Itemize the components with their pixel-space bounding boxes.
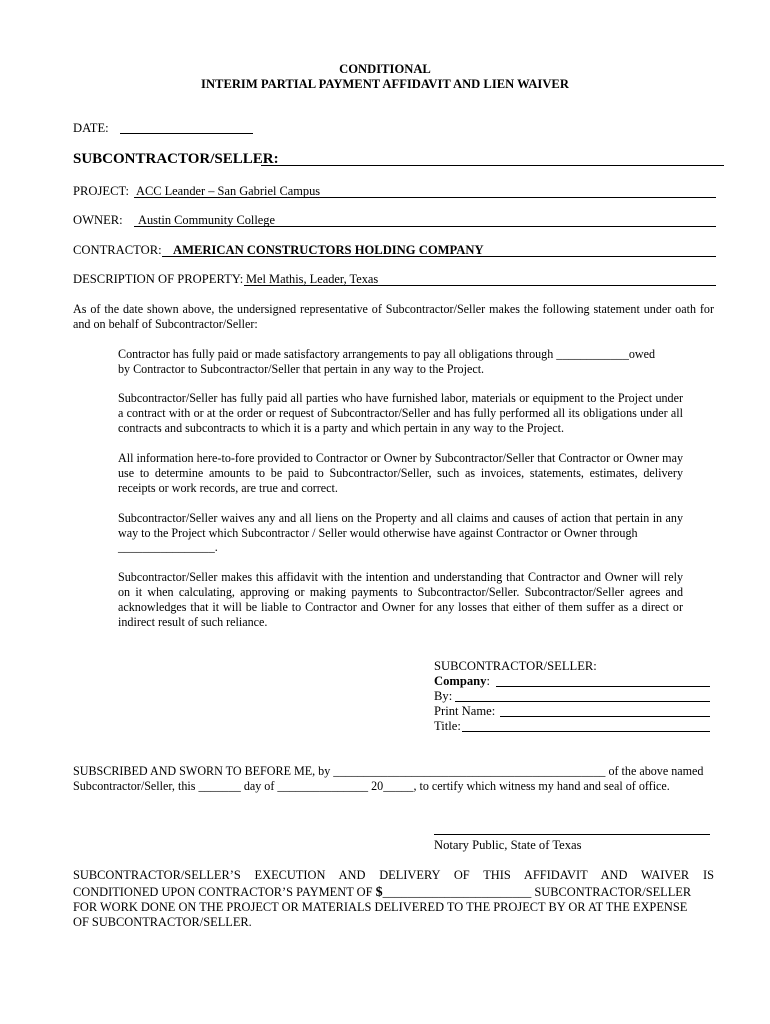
subcontractor-label: SUBCONTRACTOR/SELLER:: [73, 151, 279, 167]
execution-line-4: OF SUBCONTRACTOR/SELLER.: [73, 915, 252, 929]
project-label: PROJECT:: [73, 184, 130, 198]
owner-label: OWNER:: [73, 213, 123, 227]
paragraph-1-line-2: by Contractor to Subcontractor/Seller that pertain in any way to the Project.: [118, 362, 485, 376]
title-line-2: INTERIM PARTIAL PAYMENT AFFIDAVIT AND LIEN WAIVER: [201, 77, 569, 91]
property-label: DESCRIPTION OF PROPERTY:: [73, 272, 244, 286]
owner-field[interactable]: [134, 226, 716, 227]
execution-text-b: SUBCONTRACTOR/SELLER: [534, 885, 692, 899]
through-date-blank[interactable]: ____________: [556, 347, 629, 361]
execution-line-1: SUBCONTRACTOR/SELLER’S EXECUTION AND DELIVERY OF THIS AFFIDAVIT AND WAIVER IS: [73, 868, 714, 882]
execution-line-3: FOR WORK DONE ON THE PROJECT OR MATERIALS DELIVERED TO THE PROJECT BY OR AT THE EXPENSE: [73, 900, 688, 914]
property-value: Mel Mathis, Leader, Texas: [246, 272, 379, 286]
paragraph-1-owed: owed: [628, 347, 656, 361]
print-name-field[interactable]: [500, 716, 710, 717]
company-colon: :: [486, 674, 490, 688]
date-field[interactable]: [120, 133, 253, 134]
execution-text-a: CONDITIONED UPON CONTRACTOR’S PAYMENT OF: [73, 885, 373, 899]
owner-value: Austin Community College: [138, 213, 275, 227]
title-line-1: CONDITIONAL: [339, 62, 431, 76]
payment-amount-blank[interactable]: ________________________: [382, 885, 532, 899]
sworn-text-a: SUBSCRIBED AND SWORN TO BEFORE ME, by: [73, 764, 331, 778]
paragraph-3: All information here-to-fore provided to Contractor or Owner by Subcontractor/Seller that Contractor or Owner may use to determine amounts to be paid to Subcontractor/Seller, such as invoices, statements, estimates, delivery receipts or work records, are true and correct.: [118, 451, 683, 495]
property-field[interactable]: [244, 285, 716, 286]
signature-heading: SUBCONTRACTOR/SELLER:: [434, 659, 597, 673]
sworn-line-1: [73, 764, 703, 779]
company-label-row: [434, 674, 490, 689]
contractor-field[interactable]: [162, 256, 716, 257]
paragraph-2: Subcontractor/Seller has fully paid all parties who have furnished labor, materials or equipment to the Project under a contract with or at the order or request of Subcontractor/Seller and has fully performed all its obligations under all contracts and subcontracts to which it is a party and which pertain in any way to the Project.: [118, 391, 683, 435]
by-field[interactable]: [455, 701, 710, 702]
intro-paragraph: As of the date shown above, the undersigned representative of Subcontractor/Seller makes the following statement under oath for and on behalf of Subcontractor/Seller:: [73, 302, 714, 331]
paragraph-4: Subcontractor/Seller waives any and all liens on the Property and all claims and causes of action that pertain in any way to the Project which Subcontractor / Seller would otherwise have against Contractor or Owner through: [118, 511, 683, 540]
title-field[interactable]: [462, 731, 710, 732]
company-label: Company: [434, 674, 487, 688]
waiver-through-blank[interactable]: ________________.: [118, 540, 218, 554]
contractor-label: CONTRACTOR:: [73, 243, 162, 257]
paragraph-1-line-1: [118, 347, 655, 362]
by-label: By:: [434, 689, 453, 703]
print-name-label: Print Name:: [434, 704, 496, 718]
contractor-value: AMERICAN CONSTRUCTORS HOLDING COMPANY: [173, 243, 484, 257]
date-label: DATE:: [73, 121, 109, 135]
notary-signature-field[interactable]: [434, 834, 710, 835]
execution-line-2: [73, 884, 691, 901]
sworn-line-2: Subcontractor/Seller, this _______ day of _______________ 20_____, to certify which witness my hand and seal of office.: [73, 779, 670, 793]
project-field[interactable]: [134, 197, 716, 198]
project-value: ACC Leander – San Gabriel Campus: [136, 184, 321, 198]
notary-label: Notary Public, State of Texas: [434, 838, 582, 852]
sworn-by-blank[interactable]: _____________________________________________: [333, 764, 606, 778]
dollar-sign: $: [375, 885, 383, 900]
sworn-text-b: of the above named: [608, 764, 704, 778]
paragraph-1-text: Contractor has fully paid or made satisfactory arrangements to pay all obligations through: [118, 347, 554, 361]
title-label: Title:: [434, 719, 461, 733]
paragraph-5: Subcontractor/Seller makes this affidavit with the intention and understanding that Contractor and Owner will rely on it when calculating, approving or making payments to Subcontractor/Seller. Subcontractor/Seller agrees and acknowledges that it will be liable to Contractor and Owner for any losses that either of them suffer as a direct or indirect result of such reliance.: [118, 570, 683, 629]
company-field[interactable]: [496, 686, 710, 687]
subcontractor-field[interactable]: [261, 165, 724, 166]
